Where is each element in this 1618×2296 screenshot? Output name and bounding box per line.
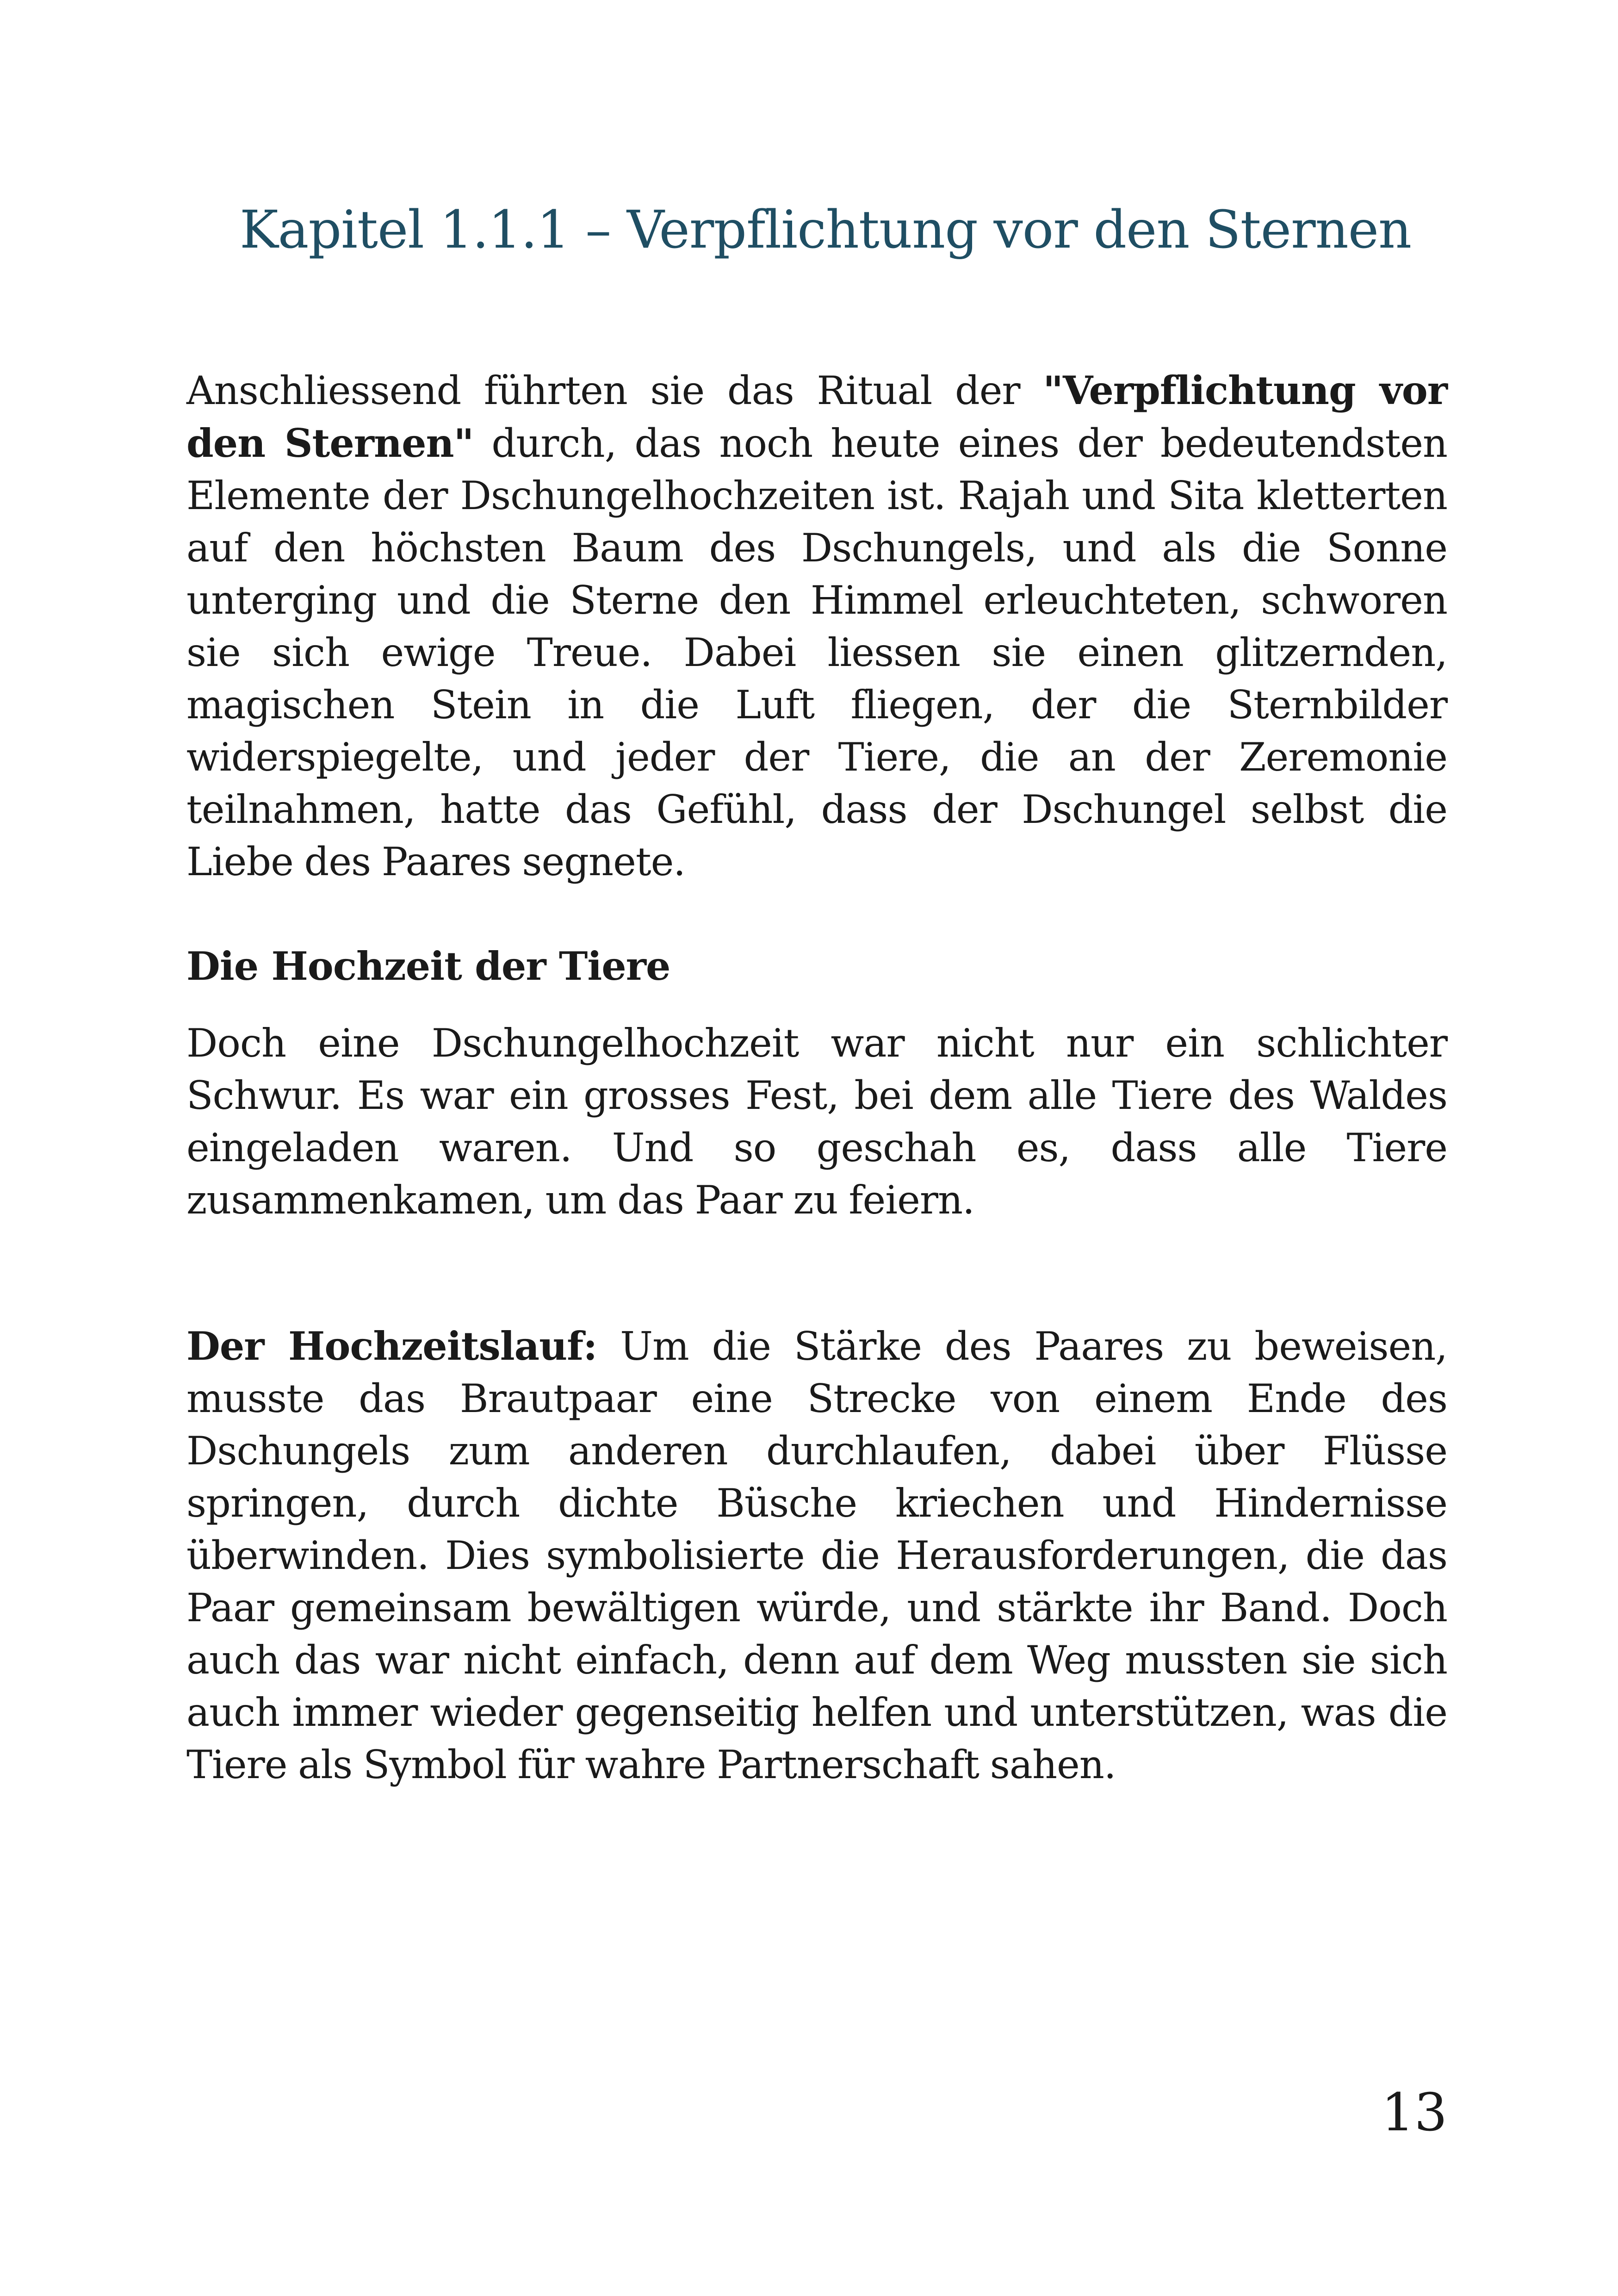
- race-paragraph: [186, 1320, 1447, 1791]
- section-heading: Die Hochzeit der Tiere: [186, 943, 670, 989]
- race-label: Der Hochzeitslauf:: [186, 1323, 597, 1369]
- race-paragraph-rest: Um die Stärke des Paares zu beweisen, musste das Brautpaar eine Strecke von einem Ende des Dschungels zum anderen durchlaufen, dabei über Flüsse springen, durch dichte Büsche kriechen und Hindernisse überwinden. Dies symbolisierte die Herausforderungen, die das Paar gemeinsam bewältigen würde, und stärkte ihr Band. Doch auch das war nicht einfach, denn auf dem Weg mussten sie sich auch immer wieder gegenseitig helfen und unterstützen, was die Tiere als Symbol für wahre Partnerschaft sahen.: [186, 1324, 1447, 1787]
- chapter-title: Kapitel 1.1.1 – Verpflichtung vor den Sternen: [240, 200, 1412, 260]
- wedding-paragraph: Doch eine Dschungelhochzeit war nicht nur ein schlichter Schwur. Es war ein grosses Fest, bei dem alle Tiere des Waldes eingeladen waren. Und so geschah es, dass alle Tiere zusammenkamen, um das Paar zu feiern.: [186, 1020, 1447, 1223]
- ritual-paragraph: [186, 364, 1447, 888]
- ritual-paragraph-rest: durch, das noch heute eines der bedeutendsten Elemente der Dschungelhochzeiten ist. Rajah und Sita kletterten auf den höchsten Baum des Dschungels, und als die Sonne unterging und die Sterne den Himmel erleuchteten, schworen sie sich ewige Treue. Dabei liessen sie einen glitzernden, magischen Stein in die Luft fliegen, der die Sternbilder widerspiegelte, und jeder der Tiere, die an der Zeremonie teilnahmen, hatte das Gefühl, dass der Dschungel selbst die Liebe des Paares segnete.: [186, 421, 1448, 884]
- ritual-name: "Verpflichtung vor den Sternen": [186, 367, 1447, 466]
- ritual-paragraph-intro: Anschliessend führten sie das Ritual der: [186, 368, 1043, 413]
- page-number: 13: [1381, 2083, 1447, 2143]
